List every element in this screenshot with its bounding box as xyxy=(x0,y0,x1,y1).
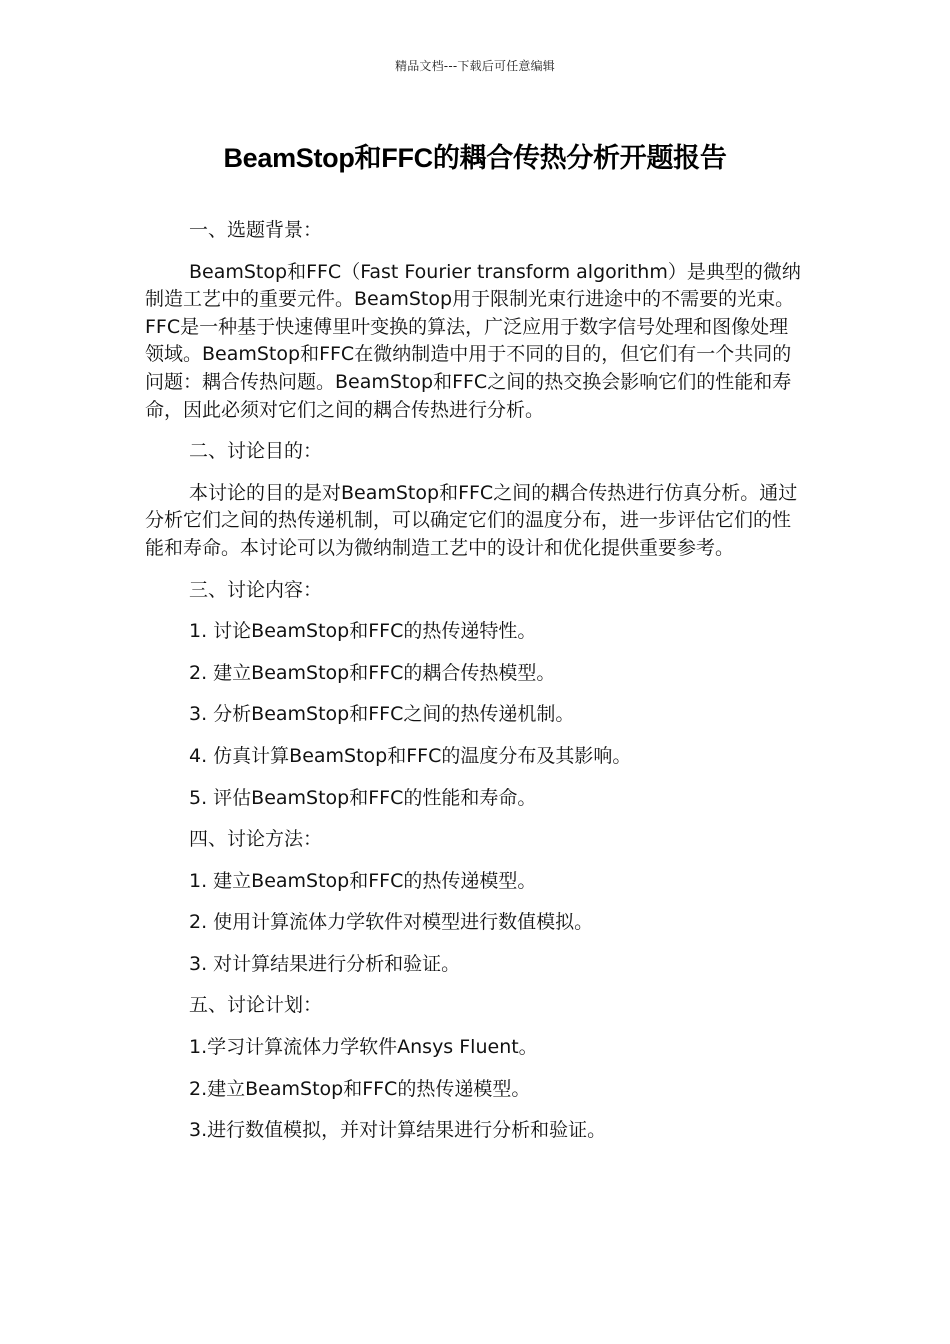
list-item: 1.学习计算流体力学软件Ansys Fluent。 xyxy=(189,1036,538,1059)
section-paragraph: 本讨论的目的是对BeamStop和FFC之间的耦合传热进行仿真分析。通过分析它们之间的热传递机制，可以确定它们的温度分布，进一步评估它们的性能和寿命。本讨论可以为微纳制造工艺中的设计和优化提供重要参考。 xyxy=(145,481,798,559)
header-note: 精品文档---下载后可任意编辑 xyxy=(395,59,555,73)
section-purpose xyxy=(145,438,807,562)
list-item: 3. 对计算结果进行分析和验证。 xyxy=(189,952,461,975)
document-body xyxy=(145,217,807,1159)
section-heading: 一、选题背景： xyxy=(189,219,323,241)
section-heading: 五、讨论计划： xyxy=(189,994,323,1017)
list-item: 2. 使用计算流体力学软件对模型进行数值模拟。 xyxy=(189,911,594,934)
section-heading: 三、讨论内容： xyxy=(189,578,323,601)
list-item: 2. 建立BeamStop和FFC的耦合传热模型。 xyxy=(189,661,556,684)
list-item: 4. 仿真计算BeamStop和FFC的温度分布及其影响。 xyxy=(189,744,632,767)
list-item: 1. 建立BeamStop和FFC的热传递模型。 xyxy=(189,869,537,892)
section-background xyxy=(145,217,807,424)
section-heading: 二、讨论目的： xyxy=(189,440,323,463)
list-item: 3.进行数值模拟，并对计算结果进行分析和验证。 xyxy=(189,1119,607,1142)
list-item: 2.建立BeamStop和FFC的热传递模型。 xyxy=(189,1077,531,1100)
list-item: 3. 分析BeamStop和FFC之间的热传递机制。 xyxy=(189,703,575,726)
section-heading: 四、讨论方法： xyxy=(189,828,323,851)
document-title: BeamStop和FFC的耦合传热分析开题报告 xyxy=(223,143,727,173)
section-paragraph: BeamStop和FFC（Fast Fourier transform algorithm）是典型的微纳制造工艺中的重要元件。BeamStop用于限制光束行进途中的不需要的光束。FFC是一种基于快速傅里叶变换的算法，广泛应用于数字信号处理和图像处理领域。BeamStop和FFC在微纳制造中用于不同的目的，但它们有一个共同的问题：耦合传热问题。BeamStop和FFC之间的热交换会影响它们的性能和寿命，因此必须对它们之间的耦合传热进行分析。 xyxy=(145,260,801,421)
section-method xyxy=(145,826,807,978)
section-plan xyxy=(145,992,807,1144)
section-content xyxy=(145,577,807,813)
list-item: 1. 讨论BeamStop和FFC的热传递特性。 xyxy=(189,620,537,643)
list-item: 5. 评估BeamStop和FFC的性能和寿命。 xyxy=(189,786,537,809)
